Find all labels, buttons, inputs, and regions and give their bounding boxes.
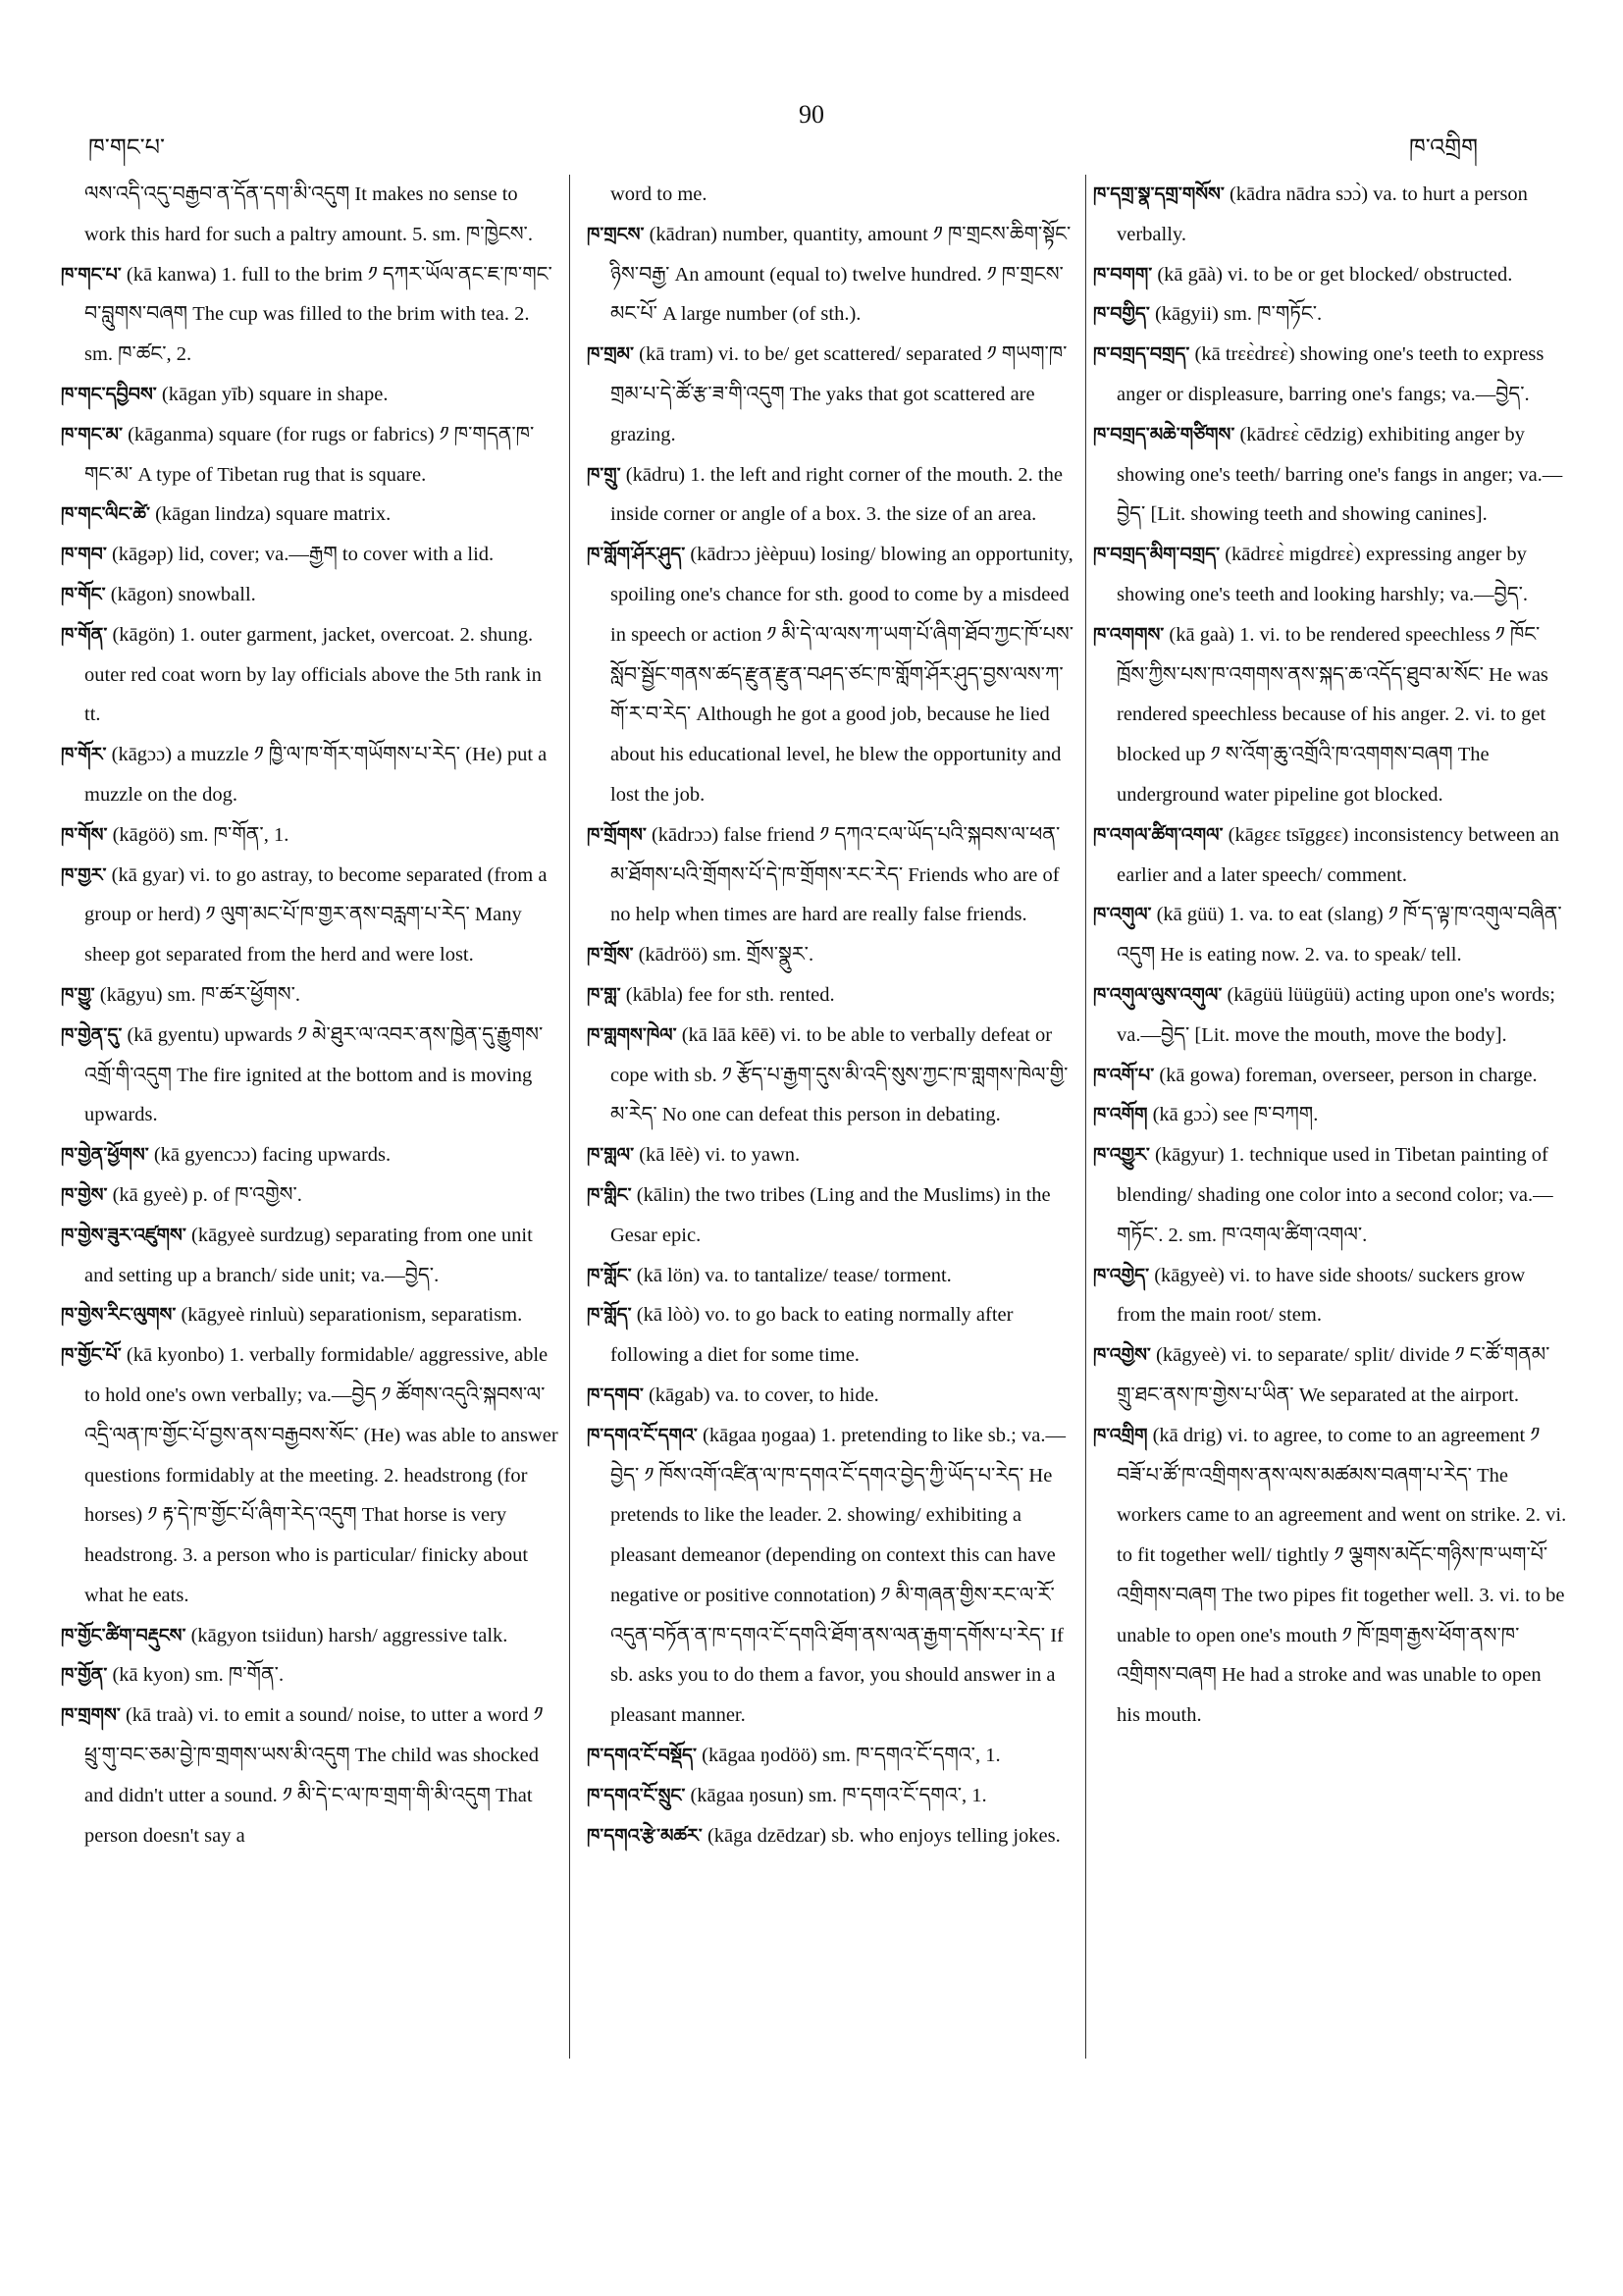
entry-text: (kādra nādra sɔɔ̀) va. to hurt a person verbally.: [1117, 183, 1528, 245]
headword: ཁ་གྲོས་: [587, 944, 634, 966]
entry-text: (kādrɛɛ̀ migdrɛɛ̀) expressing anger by showing one's teeth and looking harshly; va.—བྱེད་.: [1117, 544, 1529, 605]
dictionary-entry: [587, 215, 1077, 335]
entry-text: (kāgan lindza) square matrix.: [155, 503, 392, 526]
dictionary-entry: [1093, 1256, 1568, 1336]
entry-text: (kā gyar) vi. to go astray, to become separated (from a group or herd) ༡ ལུག་མང་པོ་ཁ་གྱར་ནས་བརླག་པ་རེད་ Many sheep got separated from the herd and were lost.: [84, 863, 548, 966]
dictionary-columns: [61, 175, 1568, 2225]
entry-text: (kāgɛɛ tsīggɛɛ) inconsistency between an earlier and a later speech/ comment.: [1117, 823, 1559, 886]
dictionary-entry: [61, 1016, 561, 1135]
entry-text: (kā gɔɔ̀) see ཁ་བཀག.: [1152, 1104, 1319, 1126]
entry-text: (kādrɛɛ̀ cēdzig) exhibiting anger by showing one's teeth/ barring one's fangs in anger; va.—བྱེད་ [Lit. showing teeth and showing canines].: [1117, 423, 1563, 526]
entry-text: (kā kyonbo) 1. verbally formidable/ aggressive, able to hold one's own verbally; va.—བྱེད ༡ ཚོགས་འདུའི་སྐབས་ལ་འདྲི་ལན་ཁ་གྱོང་པོ་བྱས་ནས་བརྒྱབས་སོང་ (He) was able to answer questions formidably at the meeting. 2. headstrong (for horses) ༡ རྟ་དེ་ཁ་གྱོང་པོ་ཞིག་རེད་འདུག That horse is very headstrong. 3. a person who is particular/ finicky about what he eats.: [84, 1344, 558, 1606]
dictionary-entry: [587, 1295, 1077, 1376]
headword: ཁ་གྱེས་རིང་ལུགས་: [61, 1304, 177, 1327]
entry-text: (kāgyur) 1. technique used in Tibetan painting of blending/ shading one color into a second color; va.—གཏོང་. 2. sm. ཁ་འགལ་ཚིག་འགལ་.: [1117, 1144, 1553, 1246]
entry-text: (kā tram) vi. to be/ get scattered/ separated ༡ གཡག་ཁ་གྲམ་པ་དེ་ཚོ་རྩ་ཟ་གི་འདུག The yaks that got scattered are grazing.: [610, 343, 1068, 445]
dictionary-entry: [1093, 175, 1568, 255]
entry-text: (kādröö) sm. གྲོས་སྣུར་.: [638, 944, 814, 966]
entry-text: (kāgyeè rinluù) separationism, separatism.: [181, 1304, 523, 1327]
headword: ཁ་བགྲད་མཆེ་གཙིགས་: [1093, 423, 1235, 445]
entry-text: (kāgab) va. to cover, to hide.: [648, 1383, 879, 1406]
headword: ཁ་གྱོང་པོ་: [61, 1344, 122, 1367]
headword: ཁ་གབ་: [61, 544, 107, 566]
entry-text: (kā kyon) sm. ཁ་གོན་.: [112, 1664, 285, 1687]
headword: ཁ་གྲུ་: [587, 463, 621, 486]
headword: ཁ་བགྱིད་: [1093, 303, 1150, 326]
entry-text: (kāgan yīb) square in shape.: [161, 383, 389, 405]
headword: ཁ་གྱར་: [61, 863, 107, 886]
dictionary-entry: [587, 535, 1077, 815]
entry-text: (kādran) number, quantity, amount ༡ ཁ་གྲངས་ཆིག་སྟོང་ཉིས་བརྒྱ་ An amount (equal to) twelve hundred. ༡ ཁ་གྲངས་མང་པོ་ A large number (of sth.).: [610, 223, 1072, 326]
dictionary-entry: [61, 495, 561, 535]
entry-text: (kā lön) va. to tantalize/ tease/ torment.: [636, 1264, 952, 1286]
headword: ཁ་གྲམ་: [587, 343, 634, 366]
dictionary-entry: [1093, 895, 1568, 975]
dictionary-entry: [61, 535, 561, 575]
entry-text: (kā gāà) vi. to be or get blocked/ obstructed.: [1157, 263, 1513, 286]
headword: ཁ་འགྲིག: [1093, 1424, 1148, 1446]
dictionary-entry: [1093, 615, 1568, 815]
entry-text: (kālin) the two tribes (Ling and the Muslims) in the Gesar epic.: [610, 1183, 1051, 1246]
dictionary-entry: [61, 1135, 561, 1175]
entry-text: (kāgyeè surdzug) separating from one unit and setting up a branch/ side unit; va.—བྱེད་.: [84, 1224, 533, 1286]
entry-text: (kāgyii) sm. ཁ་གཏོང་.: [1154, 303, 1323, 326]
headword: ཁ་གྲགས་: [61, 1704, 121, 1727]
entry-text: (kāga dzēdzar) sb. who enjoys telling jokes.: [707, 1824, 1061, 1847]
headword: ཁ་གོན་: [61, 623, 108, 646]
headword: ཁ་གླིང་: [587, 1183, 632, 1206]
dictionary-entry: [61, 1655, 561, 1696]
headword: ཁ་གང་ལིང་ཚེ་: [61, 503, 150, 526]
dictionary-entry: [1093, 255, 1568, 295]
column-right: [1093, 175, 1568, 2225]
entry-text: (kāgyon tsiidun) harsh/ aggressive talk.: [190, 1624, 508, 1646]
headword: ཁ་བགྲད་མིག་བགྲད་: [1093, 544, 1221, 566]
headword: ཁ་གླལ་: [587, 1144, 635, 1167]
dictionary-entry: [1093, 294, 1568, 335]
entry-text: (kāganma) square (for rugs or fabrics) ༡ ཁ་གདན་ཁ་གང་མ་ A type of Tibetan rug that is square.: [84, 423, 535, 486]
dictionary-entry: [1093, 1335, 1568, 1416]
entry-text: (kāgyeè) vi. to separate/ split/ divide ༡ ང་ཚོ་གནམ་གྲུ་ཐང་ནས་ཁ་གྱེས་པ་ཡིན་ We separated at the airport.: [1117, 1344, 1550, 1406]
entry-text: (kā drig) vi. to agree, to come to an agreement ༡ བཟོ་པ་ཚོ་ཁ་འགྲིགས་ནས་ལས་མཚམས་བཞག་པ་རེད་ The workers came to an agreement and went on strike. 2. vi. to fit together well/ tightly ༡ ལྕགས་མདོང་གཉིས་ཁ་ཡག་པོ་འགྲིགས་བཞག The two pipes fit together well. 3. vi. to be unable to open one's mouth ༡ ཁོ་ཁྲག་རྒྱས་ཕོག་ནས་ཁ་འགྲིགས་བཞག He had a stroke and was unable to open his mouth.: [1117, 1424, 1567, 1727]
headword: ཁ་འགྱེས་: [1093, 1344, 1151, 1367]
headword: ཁ་འགལ་ཚིག་འགལ་: [1093, 823, 1224, 846]
dictionary-entry: [61, 1616, 561, 1656]
dictionary-entry: [587, 335, 1077, 454]
dictionary-entry: [61, 735, 561, 815]
column-divider: [569, 175, 570, 2059]
dictionary-entry: [587, 1816, 1077, 1856]
entry-text: word to me.: [610, 183, 707, 205]
headword: ཁ་གང་དབྱིབས་: [61, 383, 157, 405]
entry-text: (kāgɔɔ) a muzzle ༡ ཁྱི་ལ་ཁ་གོར་གཡོགས་པ་རེད་ (He) put a muzzle on the dog.: [84, 744, 548, 806]
headword: ཁ་དགའ་ངོ་དགའ་: [587, 1424, 698, 1446]
headword: ཁ་དགབ་: [587, 1383, 644, 1406]
headword: ཁ་འགུལ་: [1093, 904, 1152, 926]
headword: ཁ་གྱེས་: [61, 1183, 108, 1206]
entry-text: (kāgaa ŋosun) sm. ཁ་དགའ་ངོ་དགའ་, 1.: [690, 1784, 987, 1806]
headword: ཁ་གོར་: [61, 744, 107, 766]
dictionary-entry: [61, 575, 561, 615]
page-number: 90: [799, 100, 824, 129]
entry-text: (kādru) 1. the left and right corner of the mouth. 2. the inside corner or angle of a box. 3. the size of an area.: [610, 463, 1063, 526]
dictionary-entry: [1093, 975, 1568, 1056]
dictionary-entry: [61, 615, 561, 735]
headword: ཁ་གྱོན་: [61, 1664, 108, 1687]
dictionary-entry: [61, 815, 561, 856]
column-middle: [587, 175, 1077, 2225]
dictionary-entry: [1093, 1416, 1568, 1736]
dictionary-entry: [1093, 1135, 1568, 1255]
entry-text: (kādrɔɔ) false friend ༡ དཀའ་ངལ་ཡོད་པའི་སྐབས་ལ་ཕན་མ་ཐོགས་པའི་གྲོགས་པོ་དེ་ཁ་གྲོགས་རང་རེད་ Friends who are of no help when times are hard are really false friends.: [610, 823, 1061, 926]
guide-word-right: ཁ་འགྲིག: [1408, 133, 1478, 161]
headword: ཁ་དགའ་རྩེ་མཚར་: [587, 1824, 703, 1847]
headword: ཁ་འགོག: [1093, 1104, 1148, 1126]
headword: ཁ་འགོ་པ་: [1093, 1064, 1155, 1086]
headword: ཁ་གློག་ཤོར་ཤུད་: [587, 544, 686, 566]
headword: ཁ་འགྱེད་: [1093, 1264, 1150, 1286]
dictionary-entry: [587, 1016, 1077, 1135]
entry-text: (kā gyentu) upwards ༡ མེ་ཐུར་ལ་འབར་ནས་ཁྱེན་དུ་རྒྱུགས་འགྲོ་གི་འདུག The fire ignited at the bottom and is moving upwards.: [84, 1023, 544, 1126]
headword: ཁ་བགག་: [1093, 263, 1153, 286]
dictionary-entry: [1093, 815, 1568, 896]
entry-text: (kā lāā kēē) vi. to be able to verbally defeat or cope with sb. ༡ རྩོད་པ་རྒྱག་དུས་མི་འདི་སུས་ཀྱང་ཁ་གླགས་ཁེལ་གྱི་མ་རེད་ No one can defeat this person in debating.: [610, 1023, 1069, 1126]
entry-text: (kābla) fee for sth. rented.: [625, 983, 835, 1006]
dictionary-entry: [587, 1776, 1077, 1816]
entry-text: (kā gyencɔɔ) facing upwards.: [153, 1144, 392, 1167]
dictionary-entry: [587, 1175, 1077, 1256]
entry-text: (kā trɛɛ̀drɛɛ̀) showing one's teeth to express anger or displeasure, barring one's fangs; va.—བྱེད་.: [1117, 343, 1544, 405]
column-left: [61, 175, 561, 2225]
headword: ཁ་དགྲ་སྣ་དགྲ་གསོས་: [1093, 183, 1225, 205]
dictionary-entry: [587, 935, 1077, 975]
headword: ཁ་གང་མ་: [61, 423, 123, 445]
dictionary-entry: [61, 1696, 561, 1855]
entry-text: (kā gyeè) p. of ཁ་འགྱེས་.: [112, 1183, 302, 1206]
dictionary-entry: [1093, 415, 1568, 535]
entry-text: ལས་འདི་འདུ་བརྒྱབ་ན་དོན་དག་མི་འདུག It makes no sense to work this hard for such a paltry amount. 5. sm. ཁ་ཁྱེངས་.: [84, 183, 533, 245]
dictionary-entry: [61, 1295, 561, 1335]
dictionary-entry: [1093, 1095, 1568, 1135]
headword: ཁ་གྱོང་ཚིག་བརྡུངས་: [61, 1624, 186, 1646]
dictionary-entry: [587, 975, 1077, 1016]
dictionary-entry: [1093, 535, 1568, 615]
dictionary-entry: [587, 455, 1077, 536]
headword: ཁ་གློང་: [587, 1264, 632, 1286]
headword: ཁ་འགུལ་ལུས་འགུལ་: [1093, 983, 1223, 1006]
dictionary-entry: [587, 1736, 1077, 1776]
entry-text: (kāgon) snowball.: [110, 583, 256, 605]
entry-continuation: [587, 175, 1077, 215]
entry-text: (kāgaa ŋodöö) sm. ཁ་དགའ་ངོ་དགའ་, 1.: [702, 1745, 1001, 1767]
dictionary-entry: [61, 975, 561, 1016]
dictionary-entry: [61, 375, 561, 415]
headword: ཁ་དགའ་ངོ་སྲུང་: [587, 1784, 686, 1806]
dictionary-entry: [61, 415, 561, 496]
entry-text: (kāgaa ŋogaa) 1. pretending to like sb.; va.—བྱེད་ ༡ ཁོས་འགོ་འཛིན་ལ་ཁ་དགའ་ངོ་དགའ་བྱེད་ཀྱི་ཡོད་པ་རེད་ He pretends to like the leader. 2. showing/ exhibiting a pleasant demeanor (depending on context this can have negative or positive connotation) ༡ མི་གཞན་གྱིས་རང་ལ་རོ་འདུན་བཏོན་ན་ཁ་དགའ་ངོ་དགའི་ཐོག་ནས་ལན་རྒྱག་དགོས་པ་རེད་ If sb. asks you to do them a favor, you should answer in a pleasant manner.: [610, 1424, 1066, 1727]
entry-text: (kā güü) 1. va. to eat (slang) ༡ ཁོ་ད་ལྟ་ཁ་འགུལ་བཞིན་འདུག He is eating now. 2. va. to speak/ tell.: [1117, 904, 1562, 966]
guide-word-left: ཁ་གང་པ་: [88, 133, 166, 161]
entry-text: (kāgyu) sm. ཁ་ཚར་ཕྱོགས་.: [99, 983, 300, 1006]
entry-text: (kāgön) 1. outer garment, jacket, overcoat. 2. shung. outer red coat worn by lay officials above the 5th rank in tt.: [84, 623, 542, 726]
headword: ཁ་དགའ་ངོ་བསྡོད་: [587, 1745, 698, 1767]
entry-text: (kā lēè) vi. to yawn.: [639, 1144, 801, 1167]
dictionary-entry: [587, 1135, 1077, 1175]
headword: ཁ་གང་པ་: [61, 263, 122, 286]
page-header: [0, 98, 1623, 161]
entry-text: (kāgöö) sm. ཁ་གོན་, 1.: [112, 823, 289, 846]
dictionary-entry: [61, 856, 561, 975]
headword: ཁ་གླ་: [587, 983, 621, 1006]
entry-text: (kāgyeè) vi. to have side shoots/ suckers grow from the main root/ stem.: [1117, 1264, 1526, 1327]
entry-text: (kāgəp) lid, cover; va.—རྒྱག to cover with a lid.: [111, 544, 495, 566]
dictionary-entry: [61, 255, 561, 375]
dictionary-entry: [587, 1376, 1077, 1416]
headword: ཁ་གྲངས་: [587, 223, 645, 245]
entry-text: (kāgüü lüügüü) acting upon one's words; va.—བྱེད་ [Lit. move the mouth, move the body].: [1117, 983, 1555, 1046]
entry-text: (kā traà) vi. to emit a sound/ noise, to utter a word ༡ ཕྲུ་གུ་བང་ཅམ་བྱེ་ཁ་གྲགས་ཡས་མི་འདུག The child was shocked and didn't utter a sound. ༡ མི་དེ་ང་ལ་ཁ་གྲག་གི་མི་འདུག That person doesn't say a: [84, 1704, 544, 1847]
headword: ཁ་གྱེས་ཟུར་འཛུགས་: [61, 1224, 186, 1246]
headword: ཁ་གོང་: [61, 583, 106, 605]
headword: ཁ་བགྲད་བགྲད་: [1093, 343, 1190, 366]
dictionary-entry: [587, 815, 1077, 935]
headword: ཁ་གོས་: [61, 823, 108, 846]
dictionary-entry: [61, 1175, 561, 1216]
dictionary-entry: [61, 1335, 561, 1616]
dictionary-entry: [61, 1216, 561, 1296]
headword: ཁ་འགྱུར་: [1093, 1144, 1150, 1167]
headword: ཁ་གྱུ་: [61, 983, 95, 1006]
headword: ཁ་གྲོགས་: [587, 823, 647, 846]
dictionary-entry: [587, 1256, 1077, 1296]
entry-text: (kā lòò) vo. to go back to eating normally after following a diet for some time.: [610, 1304, 1014, 1367]
entry-text: (kā gowa) foreman, overseer, person in charge.: [1159, 1064, 1538, 1086]
headword: ཁ་གློད་: [587, 1304, 632, 1327]
entry-text: (kā kanwa) 1. full to the brim ༡ དཀར་ཡོལ་ནང་ཇ་ཁ་གང་བ་བླུགས་བཞག The cup was filled to the brim with tea. 2. sm. ཁ་ཚང་, 2.: [84, 263, 552, 366]
dictionary-entry: [587, 1416, 1077, 1736]
headword: ཁ་འགགས་: [1093, 623, 1165, 646]
headword: ཁ་གྱེན་དུ་: [61, 1023, 123, 1046]
headword: ཁ་གླགས་ཁེལ་: [587, 1023, 677, 1046]
dictionary-entry: [1093, 1056, 1568, 1096]
entry-continuation: [61, 175, 561, 255]
column-divider: [1085, 175, 1086, 2059]
headword: ཁ་གྱེན་ཕྱོགས་: [61, 1144, 149, 1167]
entry-text: (kā gaà) 1. vi. to be rendered speechless ༡ ཁོང་ཁྲོས་ཀྱིས་པས་ཁ་འགགས་ནས་སྐད་ཆ་འདོད་ཐུབ་མ་སོང་ He was rendered speechless because of his anger. 2. vi. to get blocked up ༡ ས་འོག་ཆུ་འགྲོའི་ཁ་འགགས་བཞག The underground water pipeline got blocked.: [1117, 623, 1548, 806]
dictionary-entry: [1093, 335, 1568, 415]
entry-text: (kādrɔɔ jèèpuu) losing/ blowing an opportunity, spoiling one's chance for sth. good to come by a misdeed in speech or action ༡ མི་དེ་ལ་ལས་ཀ་ཡག་པོ་ཞིག་ཐོབ་ཀྱང་ཁོ་པས་སློབ་སྦྱོང་གནས་ཚད་རྫུན་རྫུན་བཤད་ཙང་ཁ་གློག་ཤོར་ཤུད་བྱས་ལས་ཀ་གོ་ར་བ་རེད་ Although he got a good job, because he lied about his educational level, he blew the opportunity and lost the job.: [610, 544, 1074, 806]
